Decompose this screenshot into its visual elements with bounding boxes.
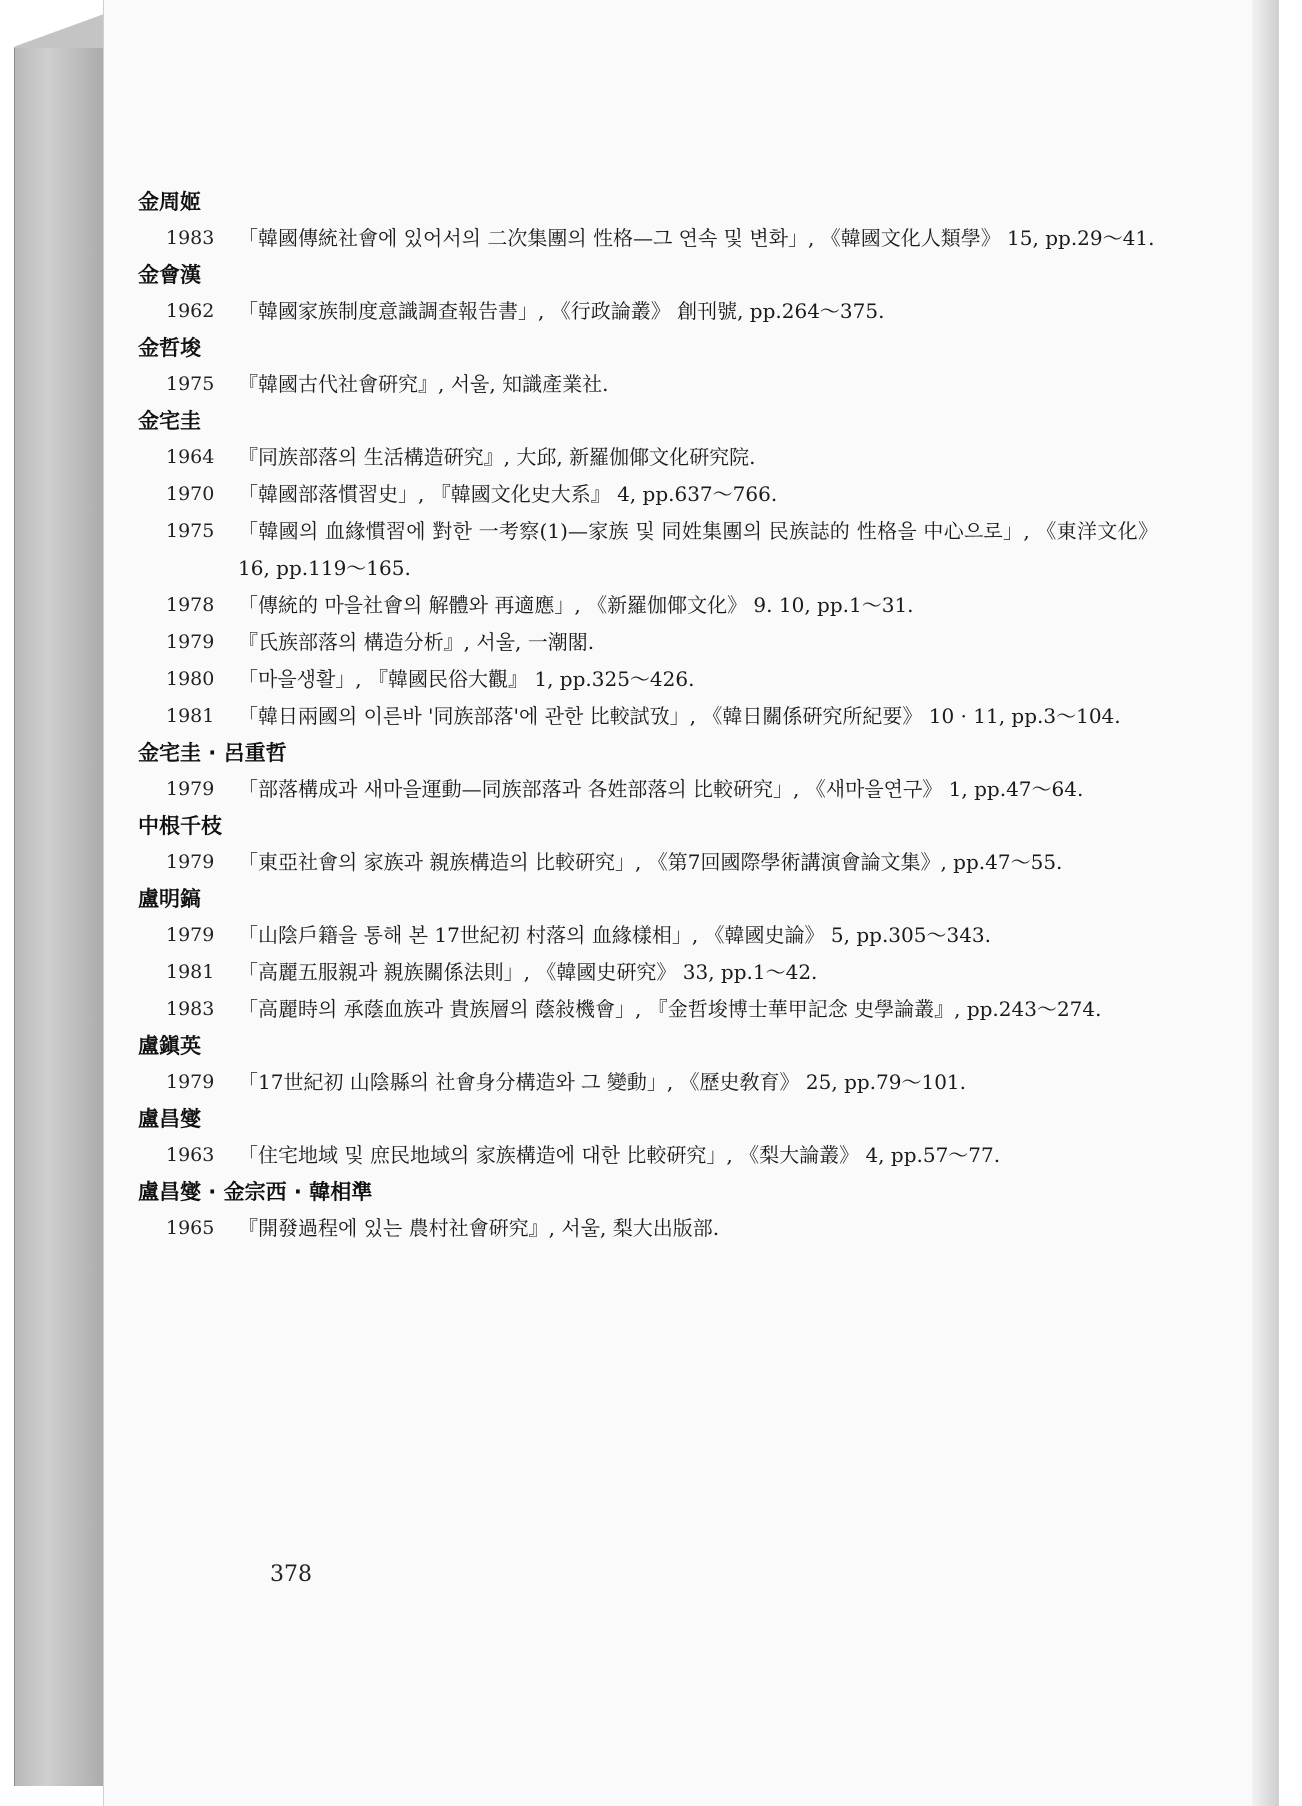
bibliography-entry <box>138 624 1158 661</box>
entry-citation: 「高麗時의 承蔭血族과 貴族層의 蔭敍機會」, 『金哲埈博士華甲記念 史學論叢』, pp.243～274. <box>238 997 1102 1021</box>
bibliography-entry <box>138 917 1158 954</box>
bibliography-entry <box>138 844 1158 881</box>
entry-year: 1981 <box>166 705 215 727</box>
entry-year: 1962 <box>166 300 215 322</box>
entry-year: 1983 <box>166 998 215 1020</box>
bibliography-entry <box>138 698 1158 735</box>
bibliography-entry <box>138 366 1158 403</box>
entry-citation: 「韓國傳統社會에 있어서의 二次集團의 性格—그 연속 및 변화」, 《韓國文化人類學》 15, pp.29～41. <box>238 226 1155 250</box>
entry-year: 1975 <box>166 520 215 542</box>
entry-citation: 「韓日兩國의 이른바 '同族部落'에 관한 比較試攷」, 《韓日關係硏究所紀要》 10 · 11, pp.3～104. <box>238 704 1121 728</box>
author-name: 盧鎭英 <box>138 1034 201 1058</box>
bibliography-entry <box>138 954 1158 991</box>
entry-year: 1978 <box>166 594 215 616</box>
page-number: 378 <box>270 1562 312 1587</box>
entry-citation: 「韓國家族制度意識調查報告書」, 《行政論叢》 創刊號, pp.264～375. <box>238 299 885 323</box>
entry-year: 1979 <box>166 924 215 946</box>
entry-citation: 「韓國部落慣習史」, 『韓國文化史大系』 4, pp.637～766. <box>238 482 778 506</box>
bibliography-entry <box>138 476 1158 513</box>
entry-year: 1983 <box>166 227 215 249</box>
entry-citation: 『韓國古代社會硏究』, 서울, 知識產業社. <box>238 372 609 396</box>
bibliography <box>138 184 1158 1247</box>
author-name: 金宅圭 <box>138 409 201 433</box>
bibliography-entry <box>138 513 1158 587</box>
entry-year: 1970 <box>166 483 215 505</box>
page-edge <box>1252 0 1278 1806</box>
entry-year: 1979 <box>166 851 215 873</box>
entry-citation: 『氏族部落의 構造分析』, 서울, 一潮閣. <box>238 630 595 654</box>
bibliography-entry <box>138 220 1158 257</box>
author-name: 金宅圭 · 呂重哲 <box>138 741 287 765</box>
entry-year: 1975 <box>166 373 215 395</box>
entry-year: 1981 <box>166 961 215 983</box>
author-name: 中根千枝 <box>138 814 222 838</box>
entry-citation: 「住宅地域 및 庶民地域의 家族構造에 대한 比較硏究」, 《梨大論叢》 4, pp.57～77. <box>238 1143 1001 1167</box>
bibliography-entry <box>138 1064 1158 1101</box>
entry-citation: 『開發過程에 있는 農村社會硏究』, 서울, 梨大出版部. <box>238 1216 720 1240</box>
bibliography-entry <box>138 587 1158 624</box>
entry-citation: 「17世紀初 山陰縣의 社會身分構造와 그 變動」, 《歷史敎育》 25, pp.79～101. <box>238 1070 967 1094</box>
entry-year: 1963 <box>166 1144 215 1166</box>
entry-year: 1979 <box>166 1071 215 1093</box>
author-name: 盧明鎬 <box>138 887 201 911</box>
bibliography-entry <box>138 293 1158 330</box>
entry-year: 1965 <box>166 1217 215 1239</box>
entry-citation: 「山陰戶籍을 통해 본 17世紀初 村落의 血緣樣相」, 《韓國史論》 5, pp.305～343. <box>238 923 992 947</box>
entry-year: 1979 <box>166 631 215 653</box>
author-name: 金哲埈 <box>138 336 201 360</box>
entry-citation: 「東亞社會의 家族과 親族構造의 比較硏究」, 《第7回國際學術講演會論文集》, pp.47～55. <box>238 850 1063 874</box>
entry-year: 1979 <box>166 778 215 800</box>
entry-year: 1964 <box>166 446 215 468</box>
bibliography-entry <box>138 1137 1158 1174</box>
bibliography-entry <box>138 439 1158 476</box>
entry-citation: 「部落構成과 새마을運動—同族部落과 各姓部落의 比較硏究」, 《새마을연구》 1, pp.47～64. <box>238 777 1084 801</box>
bibliography-entry <box>138 1210 1158 1247</box>
author-name: 金周姬 <box>138 190 201 214</box>
entry-year: 1980 <box>166 668 215 690</box>
book-spine <box>14 48 107 1786</box>
entry-citation: 「高麗五服親과 親族關係法則」, 《韓國史硏究》 33, pp.1～42. <box>238 960 818 984</box>
entry-citation: 「傳統的 마을社會의 解體와 再適應」, 《新羅伽倻文化》 9. 10, pp.1～31. <box>238 593 914 617</box>
bibliography-entry <box>138 771 1158 808</box>
entry-citation: 「마을생활」, 『韓國民俗大觀』 1, pp.325～426. <box>238 667 695 691</box>
bibliography-entry <box>138 661 1158 698</box>
author-name: 金會漢 <box>138 263 201 287</box>
bibliography-entry <box>138 991 1158 1028</box>
entry-citation: 「韓國의 血緣慣習에 對한 一考察(1)—家族 및 同姓集團의 民族誌的 性格을 中心으로」, 《東洋文化》 16, pp.119～165. <box>238 519 1158 580</box>
author-name: 盧昌燮 <box>138 1107 201 1131</box>
author-name: 盧昌燮 · 金宗西 · 韓相準 <box>138 1180 373 1204</box>
entry-citation: 『同族部落의 生活構造硏究』, 大邱, 新羅伽倻文化硏究院. <box>238 445 756 469</box>
